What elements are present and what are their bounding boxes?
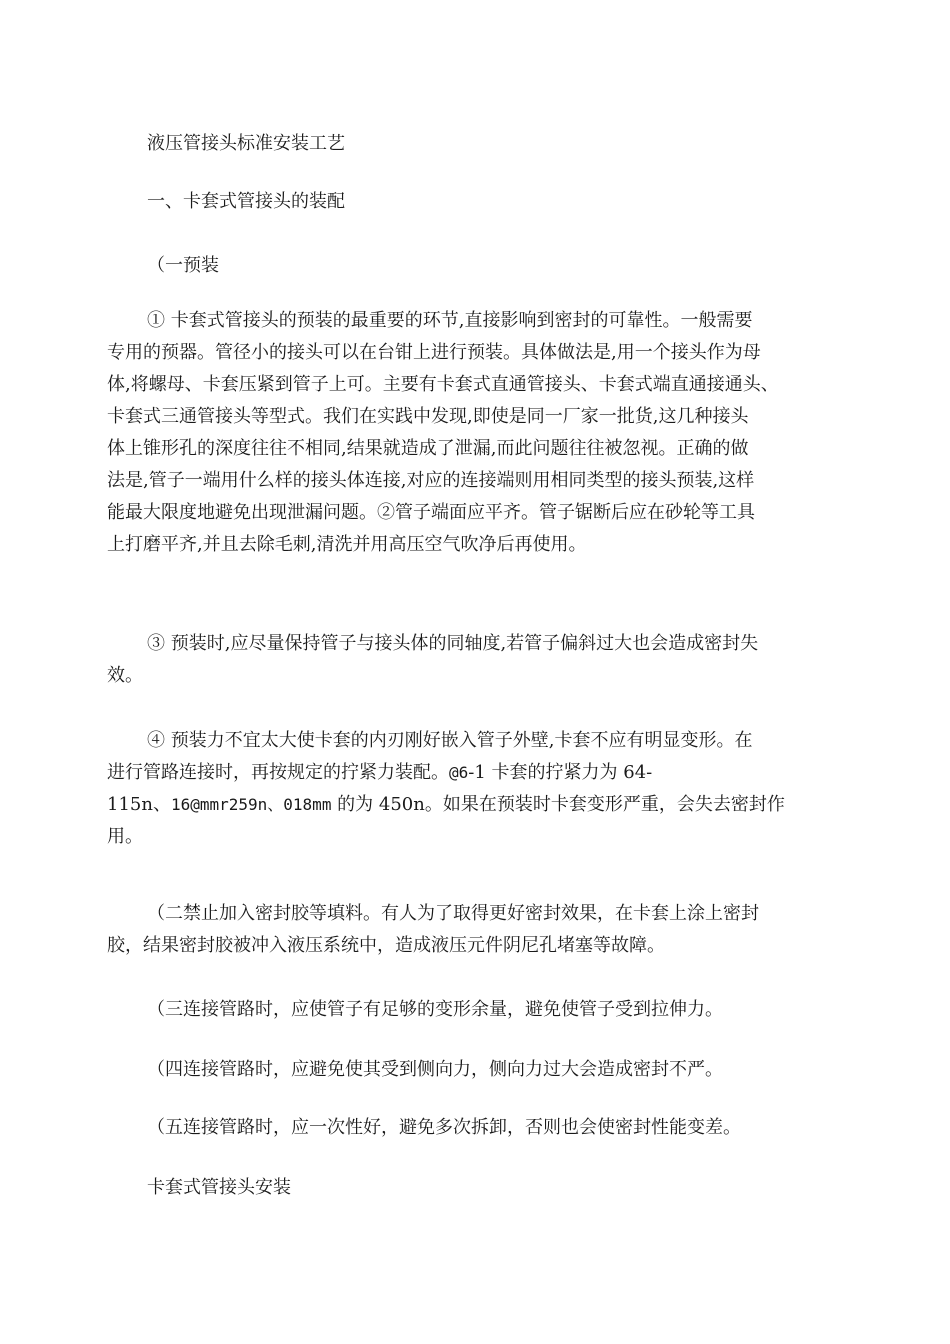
paragraph-coaxiality: ③ 预装时,应尽量保持管子与接头体的同轴度,若管子偏斜过大也会造成密封失 效。 [107,633,759,686]
document-title: 液压管接头标准安装工艺 [147,133,345,154]
section-heading: 一、卡套式管接头的装配 [147,191,345,212]
paragraph-deformation-margin: （三连接管路时，应使管子有足够的变形余量，避免使管子受到拉伸力。 [147,999,723,1020]
paragraph-lateral-force: （四连接管路时，应避免使其受到侧向力，侧向力过大会造成密封不严。 [147,1059,723,1080]
paragraph-no-sealant: （二禁止加入密封胶等填料。有人为了取得更好密封效果，在卡套上涂上密封 胶，结果密封胶被冲入液压系统中，造成液压元件阴尼孔堵塞等故障。 [107,903,759,956]
paragraph-single-assembly: （五连接管路时，应一次性好，避免多次拆卸，否则也会使密封性能变差。 [147,1117,741,1138]
paragraph-preassembly: ① 卡套式管接头的预装的最重要的环节,直接影响到密封的可靠性。一般需要 专用的预器。管径小的接头可以在台钳上进行预装。具体做法是,用一个接头作为母 体,将螺母、卡套压紧到管子上可。主要有卡套式直通管接头、卡套式端直通接通头、 卡套式三通管接头等型式。我们在实践中发现,即使是同一厂家一批货,这几种接头 体上锥形孔的深度往往不相同,结果就造成了泄漏,而此问题往往被忽视。正确的做 法是,管子一端用什么样的接头体连接,对应的连接端则用相同类型的接头预装,这样 能最大限度地避免出现泄漏问题。②管子端面应平齐。管子锯断后应在砂轮等工具 上打磨平齐,并且去除毛刺,清洗并用高压空气吹净后再使用。 [107,310,779,555]
paragraph-preload-force: ④ 预装力不宜太大使卡套的内刃刚好嵌入管子外壁,卡套不应有明显变形。在 进行管路连接时，再按规定的拧紧力装配。@6-1 卡套的拧紧力为 64- 115n、16@mmr259n、018mm 的为 450n。如果在预装时卡套变形严重，会失去密封作 用。 [107,730,785,847]
closing-heading: 卡套式管接头安装 [147,1177,291,1198]
subsection-heading: （一预装 [147,255,219,276]
